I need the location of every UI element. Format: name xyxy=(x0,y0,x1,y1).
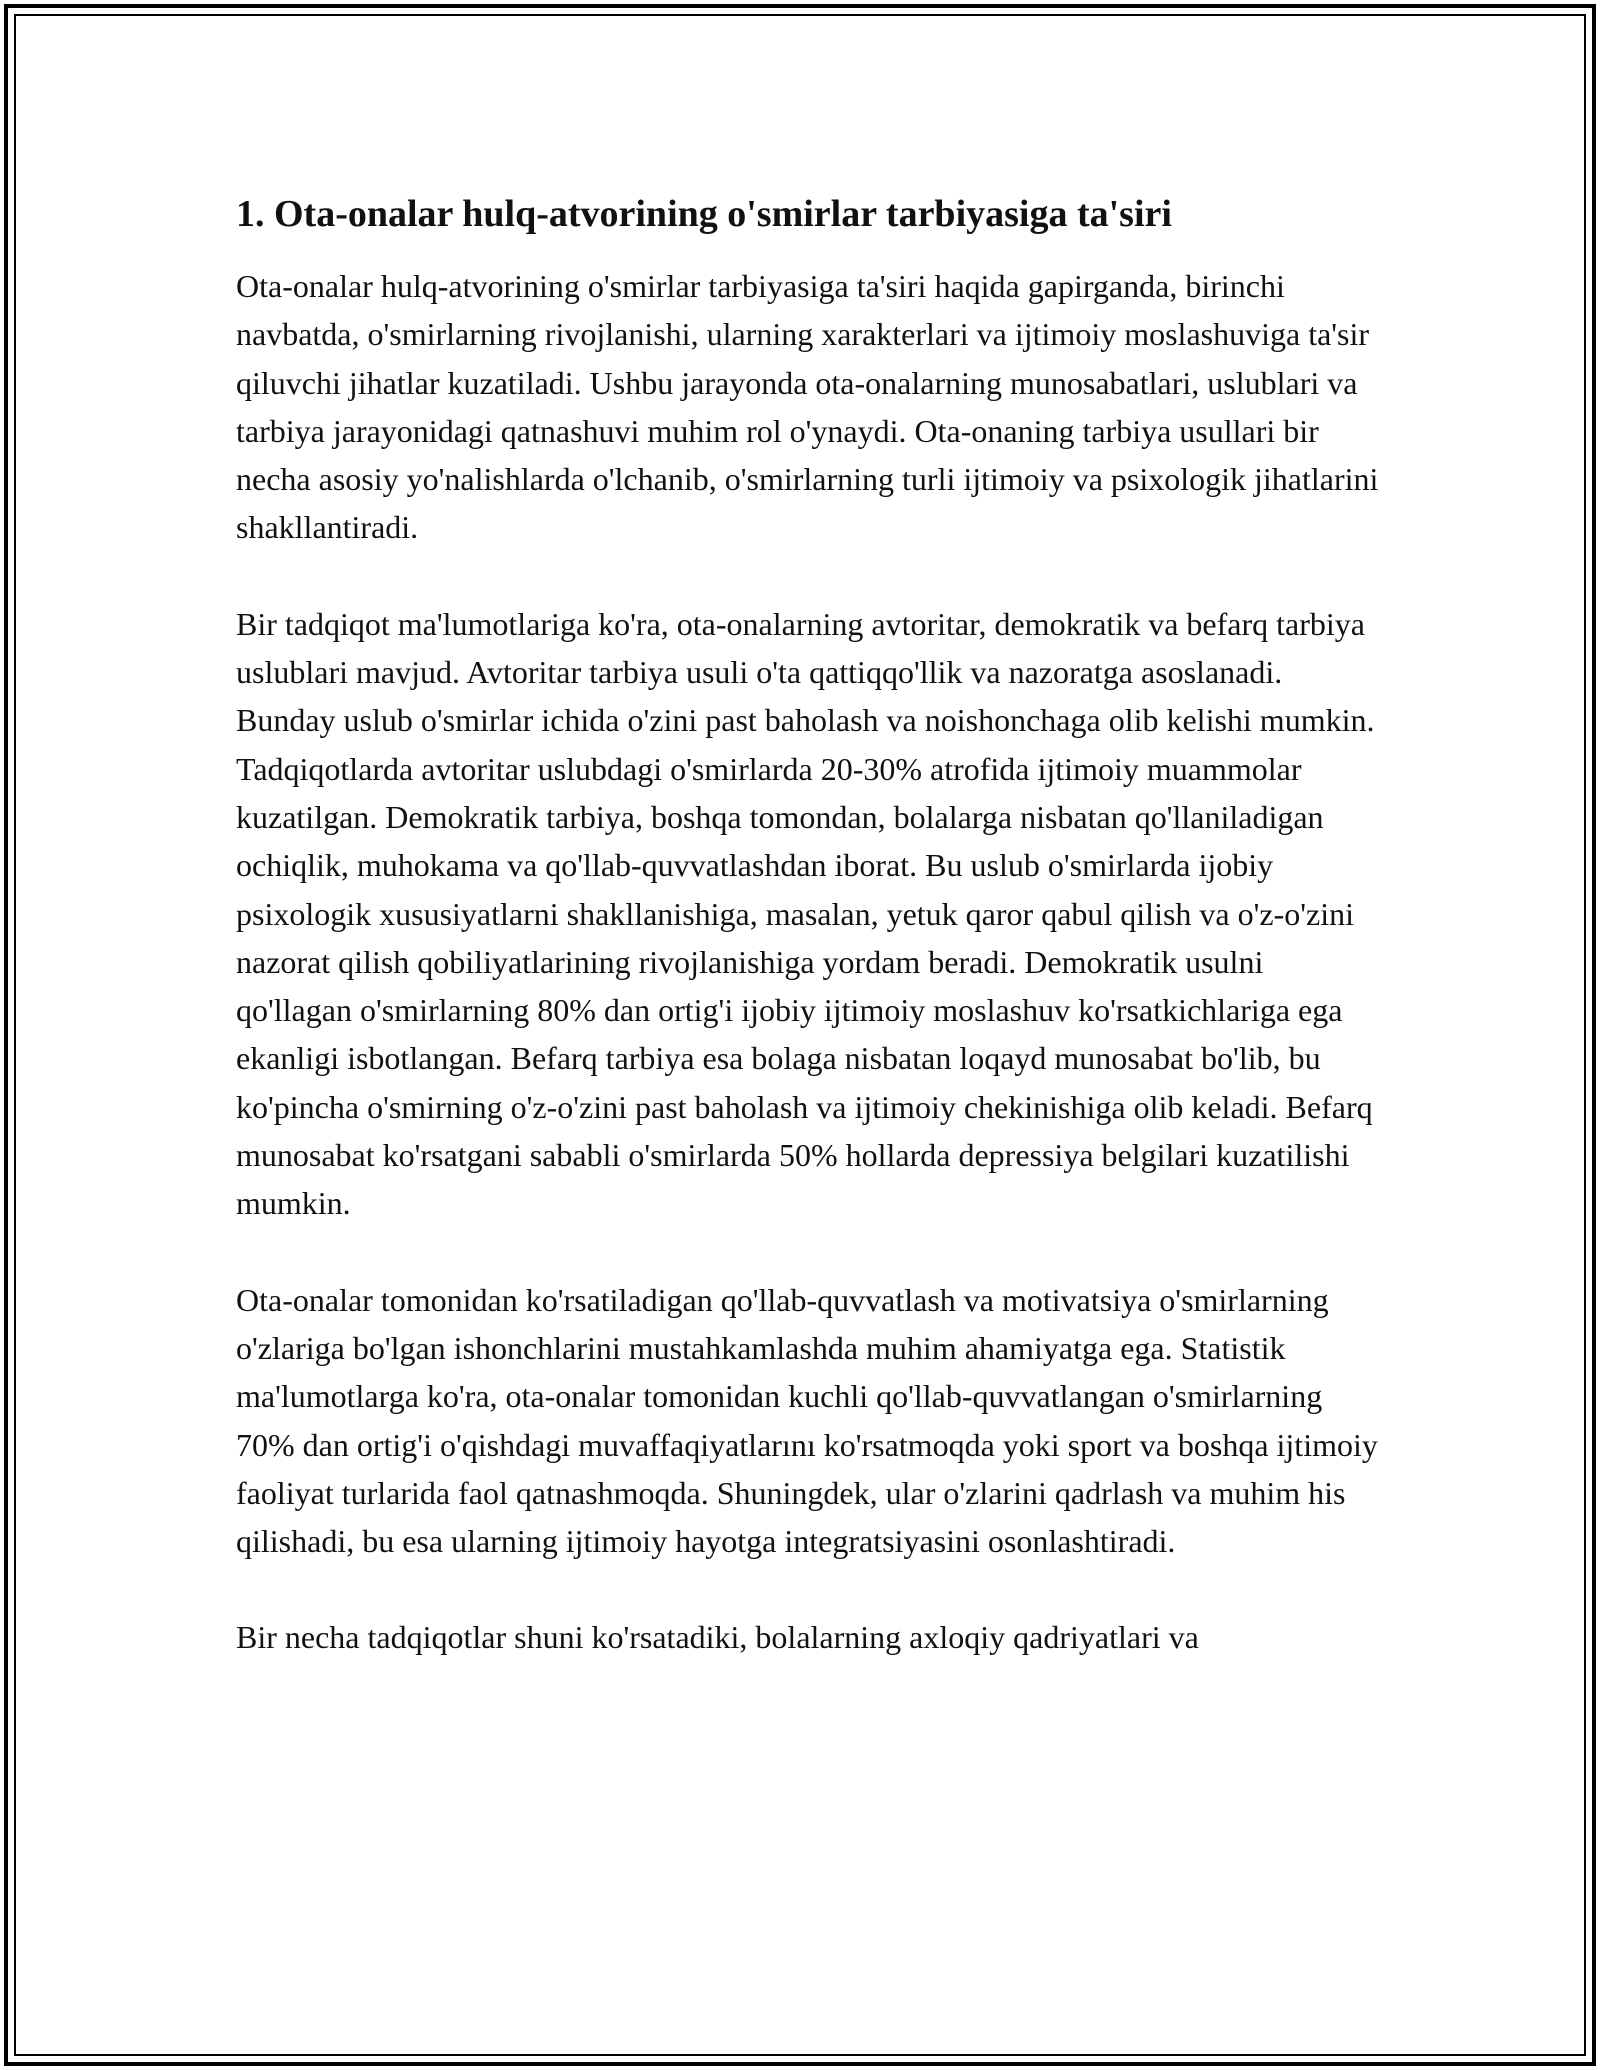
paragraph-3: Ota-onalar tomonidan ko'rsatiladigan qo'llab-quvvatlash va motivatsiya o'smirlarning o'zlariga bo'lgan ishonchlarini mustahkamlashda muhim ahamiyatga ega. Statistik ma'lumotlarga ko'ra, ota-onalar tomonidan kuchli qo'llab-quvvatlangan o'smirlarning 70% dan ortig'i o'qishdagi muvaffaqiyatlarını ko'rsatmoqda yoki sport va boshqa ijtimoiy faoliyat turlarida faol qatnashmoqda. Shuningdek, ular o'zlarini qadrlash va muhim his qilishadi, bu esa ularning ijtimoiy hayotga integratsiyasini osonlashtiradi. xyxy=(236,1281,1378,1560)
paragraph-1: Ota-onalar hulq-atvorining o'smirlar tarbiyasiga ta'siri haqida gapirganda, birinchi navbatda, o'smirlarning rivojlanishi, ularning xarakterlari va ijtimoiy moslashuviga ta'sir qiluvchi jihatlar kuzatiladi. Ushbu jarayonda ota-onalarning munosabatlari, uslublari va tarbiya jarayonidagi qatnashuvi muhim rol o'ynaydi. Ota-onaning tarbiya usullari bir necha asosiy yo'nalishlarda o'lchanib, o'smirlarning turli ijtimoiy va psixologik jihatlarini shakllantiradi. xyxy=(236,268,1379,546)
document-body xyxy=(236,186,1386,1662)
section-heading: 1. Ota-onalar hulq-atvorining o'smirlar tarbiyasiga ta'siri xyxy=(236,193,1172,235)
paragraph-4: Bir necha tadqiqotlar shuni ko'rsatadiki, bolalarning axloqiy qadriyatlari va xyxy=(236,1619,1199,1656)
paragraph-2: Bir tadqiqot ma'lumotlariga ko'ra, ota-onalarning avtoritar, demokratik va befarq tarbiya uslublari mavjud. Avtoritar tarbiya usuli o'ta qattiqqo'llik va nazoratga asoslanadi. Bunday uslub o'smirlar ichida o'zini past baholash va noishonchaga olib kelishi mumkin. Tadqiqotlarda avtoritar uslubdagi o'smirlarda 20-30% atrofida ijtimoiy muammolar kuzatilgan. Demokratik tarbiya, boshqa tomondan, bolalarga nisbatan qo'llaniladigan ochiqlik, muhokama va qo'llab-quvvatlashdan iborat. Bu uslub o'smirlarda ijobiy psixologik xususiyatlarni shakllanishiga, masalan, yetuk qaror qabul qilish va o'z-o'zini nazorat qilish qobiliyatlarining rivojlanishiga yordam beradi. Demokratik usulni qo'llagan o'smirlarning 80% dan ortig'i ijobiy ijtimoiy moslashuv ko'rsatkichlariga ega ekanligi isbotlangan. Befarq tarbiya esa bolaga nisbatan loqayd munosabat bo'lib, bu ko'pincha o'smirning o'z-o'zini past baholash va ijtimoiy chekinishiga olib keladi. Befarq munosabat ko'rsatgani sababli o'smirlarda 50% hollarda depressiya belgilari kuzatilishi mumkin. xyxy=(236,605,1375,1222)
